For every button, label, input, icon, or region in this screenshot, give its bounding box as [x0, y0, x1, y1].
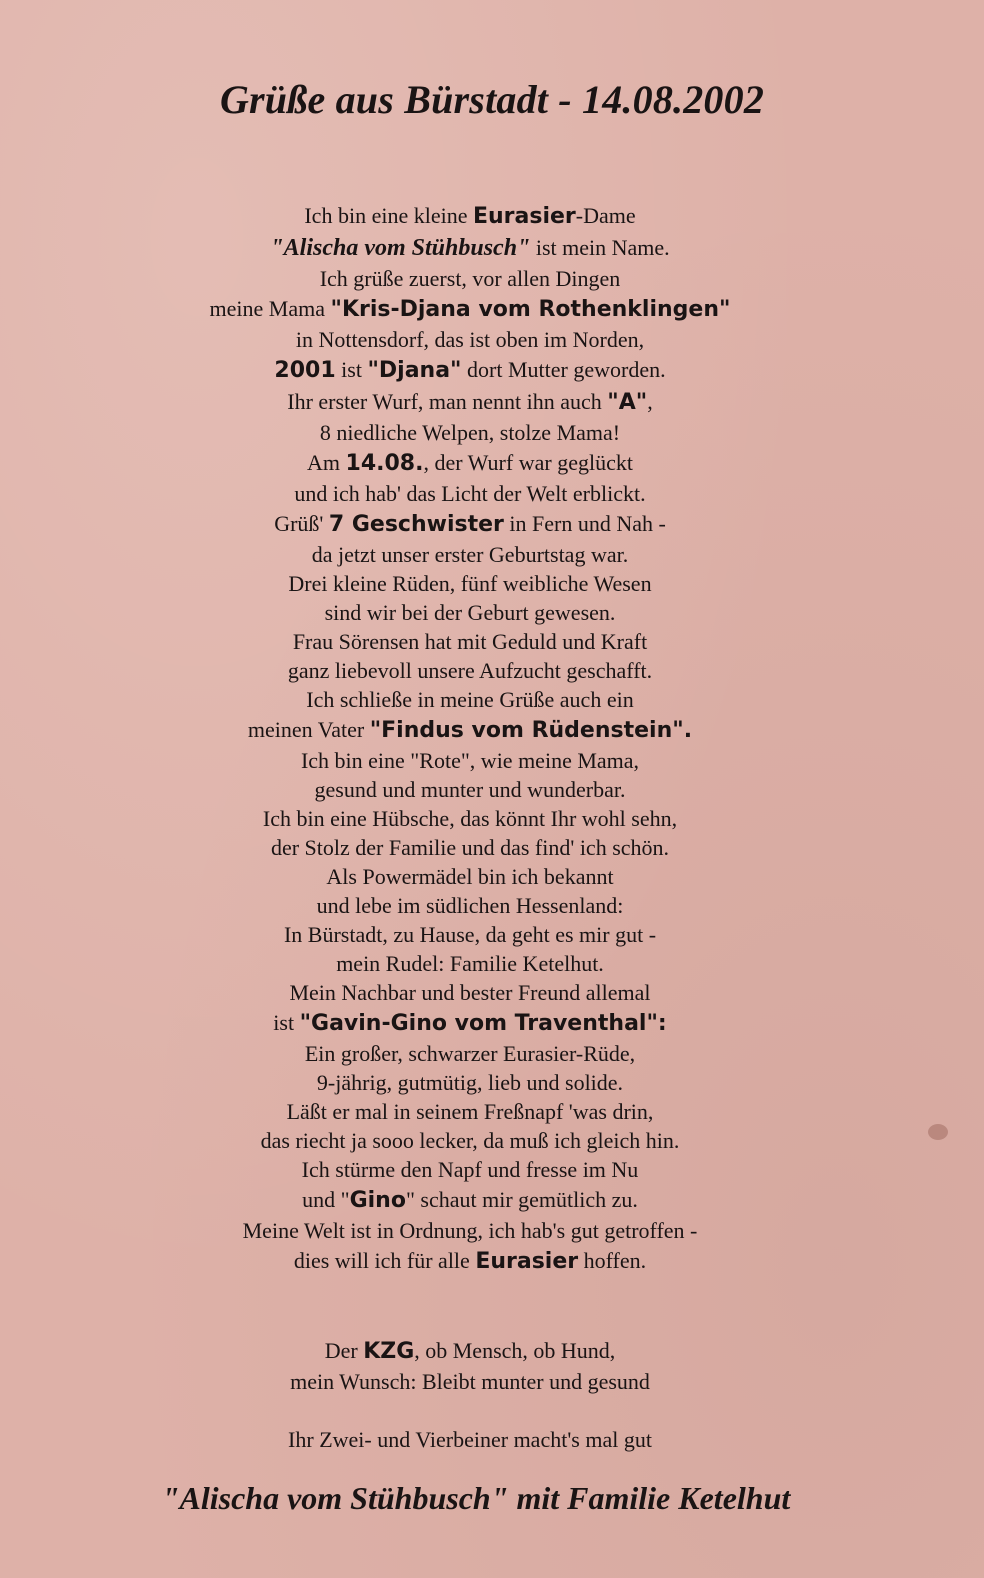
emphasis-italic: "Alischa vom Stühbusch" [270, 235, 531, 261]
line-text: meinen Vater [247, 717, 370, 742]
poem-line [0, 386, 940, 418]
poem-line [0, 1184, 940, 1216]
poem-line [0, 598, 940, 627]
line-gap [0, 1397, 940, 1425]
emphasis-bold: 2001 [274, 358, 336, 383]
poem-line [0, 1336, 940, 1367]
line-text: da jetzt unser erster Geburtstag war. [311, 542, 629, 567]
poem-line [0, 232, 940, 264]
emphasis-bold: "Gavin-Gino vom Traventhal": [299, 1011, 667, 1036]
line-text: Ich grüße zuerst, vor allen Dingen [319, 266, 621, 291]
line-text: 8 niedliche Welpen, stolze Mama! [319, 420, 621, 445]
line-text: Ich stürme den Napf und fresse im Nu [301, 1157, 639, 1182]
poem-line [0, 569, 940, 598]
poem-line [0, 1039, 940, 1068]
paper-stain [928, 1124, 948, 1140]
poem-line [0, 949, 940, 978]
line-text: Ich schließe in meine Grüße auch ein [306, 687, 634, 712]
line-text: ganz liebevoll unsere Aufzucht geschafft. [287, 658, 653, 683]
emphasis-bold: Eurasier [472, 204, 576, 229]
poem-line [0, 891, 940, 920]
line-text: Ich bin eine Hübsche, das könnt Ihr wohl sehn, [262, 806, 678, 831]
line-text: Drei kleine Rüden, fünf weibliche Wesen [288, 571, 652, 596]
line-text: und ich hab' das Licht der Welt erblickt. [294, 481, 646, 506]
line-text: der Stolz der Familie und das find' ich schön. [270, 835, 670, 860]
page-title: Grüße aus Bürstadt - 14.08.2002 [219, 77, 765, 122]
emphasis-bold: "Kris-Djana vom Rothenklingen" [330, 297, 731, 322]
line-text: ist [273, 1010, 300, 1035]
poem-line [0, 1126, 940, 1155]
line-text: und " [302, 1187, 350, 1212]
line-text: hoffen. [578, 1248, 647, 1273]
poem-line [0, 862, 940, 891]
line-text: ist [335, 357, 368, 382]
line-text: in Nottensdorf, das ist oben im Norden, [295, 327, 645, 352]
poem-line [0, 418, 940, 447]
emphasis-bold: Gino [349, 1188, 406, 1213]
line-text: sind wir bei der Geburt gewesen. [324, 600, 616, 625]
poem-body [0, 200, 940, 1277]
emphasis-bold: "A" [607, 390, 648, 415]
line-text: meine Mama [209, 296, 331, 321]
line-text: dies will ich für alle [293, 1248, 476, 1273]
line-text: " schaut mir gemütlich zu. [405, 1187, 638, 1212]
line-text: gesund und munter und wunderbar. [314, 777, 626, 802]
emphasis-bold: Eurasier [475, 1249, 579, 1274]
line-text: dort Mutter geworden. [461, 357, 666, 382]
line-text: Am [307, 450, 346, 475]
line-text: , ob Mensch, ob Hund, [414, 1338, 616, 1363]
line-text: Ich bin eine "Rote", wie meine Mama, [300, 748, 640, 773]
line-text: in Fern und Nah - [503, 511, 666, 536]
poem-line [0, 1245, 940, 1277]
poem-line [0, 325, 940, 354]
line-text: -Dame [575, 203, 636, 228]
signature: "Alischa vom Stühbusch" mit Familie Ketelhut [161, 1480, 791, 1516]
line-text: ist mein Name. [530, 235, 670, 260]
emphasis-bold: 7 Geschwister [328, 512, 504, 537]
line-text: , der Wurf war geglückt [423, 450, 633, 475]
emphasis-bold: KZG [363, 1339, 415, 1364]
poem-line [0, 1216, 940, 1245]
poem-line [0, 656, 940, 685]
emphasis-bold: "Findus vom Rüdenstein". [369, 718, 693, 743]
line-text: 9-jährig, gutmütig, lieb und solide. [316, 1070, 624, 1095]
poem-line [0, 293, 940, 325]
line-text: In Bürstadt, zu Hause, da geht es mir gut - [283, 922, 657, 947]
poem-line [0, 1425, 940, 1455]
poem-line [0, 1155, 940, 1184]
line-text: Ich bin eine kleine [304, 203, 473, 228]
emphasis-bold: "Djana" [367, 358, 462, 383]
line-text: Läßt er mal in seinem Freßnapf 'was drin, [286, 1099, 654, 1124]
line-text: mein Rudel: Familie Ketelhut. [336, 951, 604, 976]
closing-block [0, 1336, 940, 1455]
poem-line [0, 1007, 940, 1039]
poem-line [0, 627, 940, 656]
line-text: das riecht ja sooo lecker, da muß ich gleich hin. [260, 1128, 680, 1153]
poem-line [0, 479, 940, 508]
line-text: mein Wunsch: Bleibt munter und gesund [290, 1369, 650, 1394]
line-text: und lebe im südlichen Hessenland: [316, 893, 624, 918]
poem-line [0, 685, 940, 714]
line-text: Als Powermädel bin ich bekannt [326, 864, 614, 889]
poem-line [0, 746, 940, 775]
poem-line [0, 447, 940, 479]
line-text: Ihr erster Wurf, man nennt ihn auch [287, 389, 608, 414]
poem-line [0, 508, 940, 540]
line-text: , [647, 389, 653, 414]
line-text: Ein großer, schwarzer Eurasier-Rüde, [304, 1041, 636, 1066]
line-text: Ihr Zwei- und Vierbeiner macht's mal gut [288, 1427, 652, 1452]
poem-line [0, 1097, 940, 1126]
line-text: Frau Sörensen hat mit Geduld und Kraft [292, 629, 648, 654]
poem-line [0, 833, 940, 862]
line-text: Der [324, 1338, 364, 1363]
poem-line [0, 978, 940, 1007]
poem-line [0, 1068, 940, 1097]
poem-line [0, 354, 940, 386]
poem-line [0, 804, 940, 833]
poem-line [0, 775, 940, 804]
emphasis-bold: 14.08. [345, 451, 424, 476]
poem-line [0, 200, 940, 232]
line-text: Grüß' [274, 511, 329, 536]
line-text: Mein Nachbar und bester Freund allemal [289, 980, 651, 1005]
line-text: Meine Welt ist in Ordnung, ich hab's gut getroffen - [242, 1218, 698, 1243]
poem-line [0, 540, 940, 569]
poem-line [0, 714, 940, 746]
poem-line [0, 264, 940, 293]
poem-line [0, 920, 940, 949]
poem-line [0, 1367, 940, 1397]
